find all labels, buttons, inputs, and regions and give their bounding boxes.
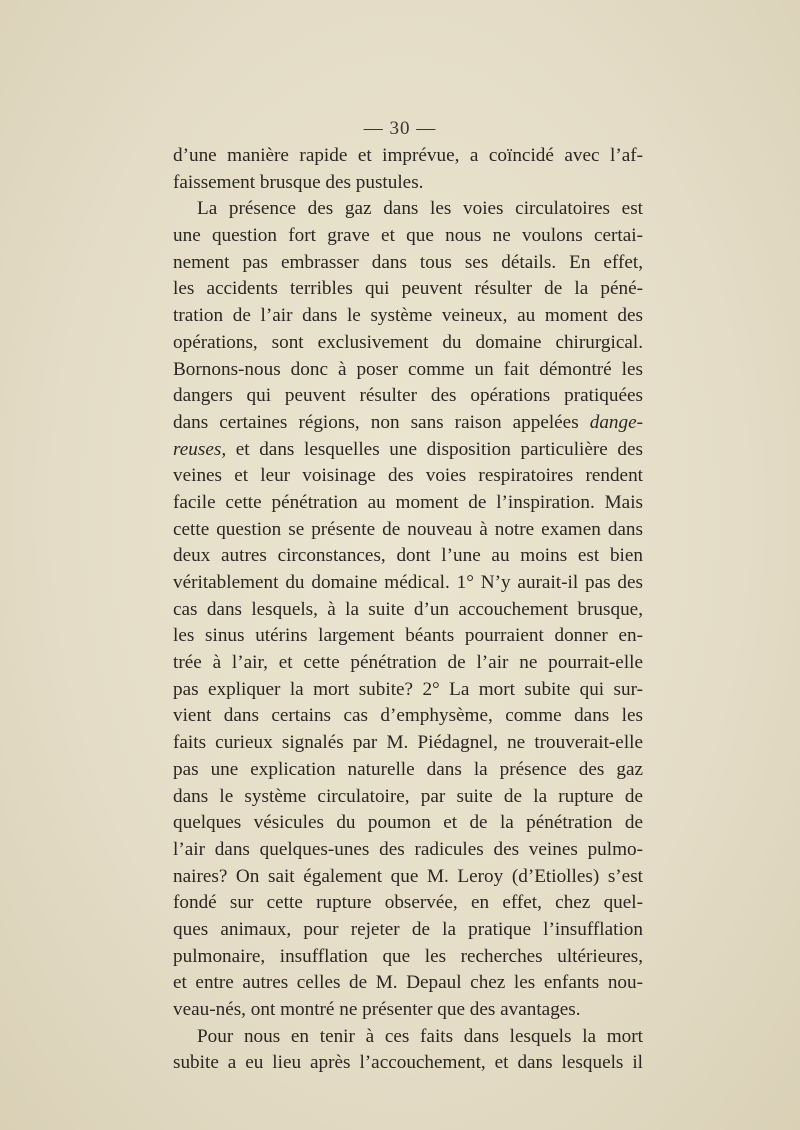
line-text: une question fort grave et que nous ne voulons certai-	[173, 225, 643, 247]
line-text: dans certaines régions, non sans raison appelées	[173, 411, 590, 433]
text-line	[173, 223, 643, 250]
text-line	[173, 1050, 643, 1077]
line-text: fondé sur cette rupture observée, en effet, chez quel-	[173, 892, 643, 914]
line-text: vient dans certains cas d’emphysème, comme dans les	[173, 705, 643, 727]
line-text: pas expliquer la mort subite? 2° La mort subite qui sur-	[173, 678, 643, 700]
line-text: veau-nés, ont montré ne présenter que des avantages.	[173, 999, 581, 1020]
text-line	[173, 383, 643, 410]
text-line	[173, 970, 643, 997]
line-text: pas une explication naturelle dans la présence des gaz	[173, 758, 643, 780]
text-line	[173, 143, 643, 170]
text-line	[173, 890, 643, 917]
line-text: dans le système circulatoire, par suite de la rupture de	[173, 785, 643, 807]
text-line	[173, 597, 643, 624]
text-line	[173, 730, 643, 757]
text-line	[173, 703, 643, 730]
line-text: Pour nous en tenir à ces faits dans lesquels la mort	[197, 1025, 643, 1047]
line-text: nement pas embrasser dans tous ses détails. En effet,	[173, 251, 643, 273]
line-text: trée à l’air, et cette pénétration de l’air ne pourrait-elle	[173, 652, 643, 674]
text-line	[173, 410, 643, 437]
line-text: et dans lesquelles une disposition particulière des	[226, 438, 643, 460]
text-line	[173, 570, 643, 597]
text-line	[173, 837, 643, 864]
line-text: cette question se présente de nouveau à notre examen dans	[173, 518, 643, 540]
line-text: dangers qui peuvent résulter des opérations pratiquées	[173, 385, 643, 407]
line-text: ques animaux, pour rejeter de la pratique l’insufflation	[173, 918, 643, 940]
line-text: quelques vésicules du poumon et de la pénétration de	[173, 812, 643, 834]
line-text: deux autres circonstances, dont l’une au moins est bien	[173, 545, 643, 567]
line-text: La présence des gaz dans les voies circulatoires est	[197, 198, 643, 220]
line-text: naires? On sait également que M. Leroy (d’Etiolles) s’est	[173, 865, 643, 887]
text-line	[173, 623, 643, 650]
text-line	[173, 330, 643, 357]
text-line	[173, 650, 643, 677]
line-text: subite a eu lieu après l’accouchement, et dans lesquels il	[173, 1052, 643, 1074]
text-line	[173, 357, 643, 384]
text-line	[173, 784, 643, 811]
line-text: Bornons-nous donc à poser comme un fait démontré les	[173, 358, 643, 380]
italic-word: reuses,	[173, 438, 227, 460]
text-line	[173, 517, 643, 544]
text-line	[173, 810, 643, 837]
text-line	[173, 490, 643, 517]
line-text: les accidents terribles qui peuvent résulter de la péné-	[173, 278, 643, 300]
line-text: d’une manière rapide et imprévue, a coïncidé avec l’af-	[173, 145, 643, 166]
line-text: faits curieux signalés par M. Piédagnel, ne trouverait-elle	[173, 732, 643, 754]
page-number: — 30 —	[363, 118, 437, 139]
line-text: opérations, sont exclusivement du domaine chirurgical.	[173, 331, 643, 353]
line-text: tration de l’air dans le système veineux, au moment des	[173, 305, 643, 327]
text-line	[173, 303, 643, 330]
text-line	[173, 677, 643, 704]
text-line	[173, 917, 643, 944]
body-text	[173, 143, 643, 1077]
line-text: véritablement du domaine médical. 1° N’y aurait-il pas des	[173, 572, 643, 593]
line-text: veines et leur voisinage des voies respiratoires rendent	[173, 465, 643, 487]
italic-word: dange-	[589, 411, 643, 433]
text-line	[173, 944, 643, 971]
text-line	[173, 437, 643, 464]
line-text: faissement brusque des pustules.	[173, 171, 424, 193]
text-line	[173, 463, 643, 490]
text-line	[173, 543, 643, 570]
text-line	[173, 997, 643, 1024]
text-line	[173, 1024, 643, 1051]
line-text: les sinus utérins largement béants pourraient donner en-	[173, 625, 643, 647]
text-line	[173, 250, 643, 277]
line-text: et entre autres celles de M. Depaul chez les enfants nou-	[173, 972, 643, 994]
line-text: l’air dans quelques-unes des radicules des veines pulmo-	[173, 838, 643, 860]
text-line	[173, 757, 643, 784]
text-line	[173, 170, 643, 197]
text-line	[173, 864, 643, 891]
line-text: cas dans lesquels, à la suite d’un accouchement brusque,	[173, 598, 643, 620]
line-text: pulmonaire, insufflation que les recherches ultérieures,	[173, 945, 643, 967]
text-line	[173, 276, 643, 303]
line-text: facile cette pénétration au moment de l’inspiration. Mais	[173, 491, 643, 513]
text-line	[173, 196, 643, 223]
